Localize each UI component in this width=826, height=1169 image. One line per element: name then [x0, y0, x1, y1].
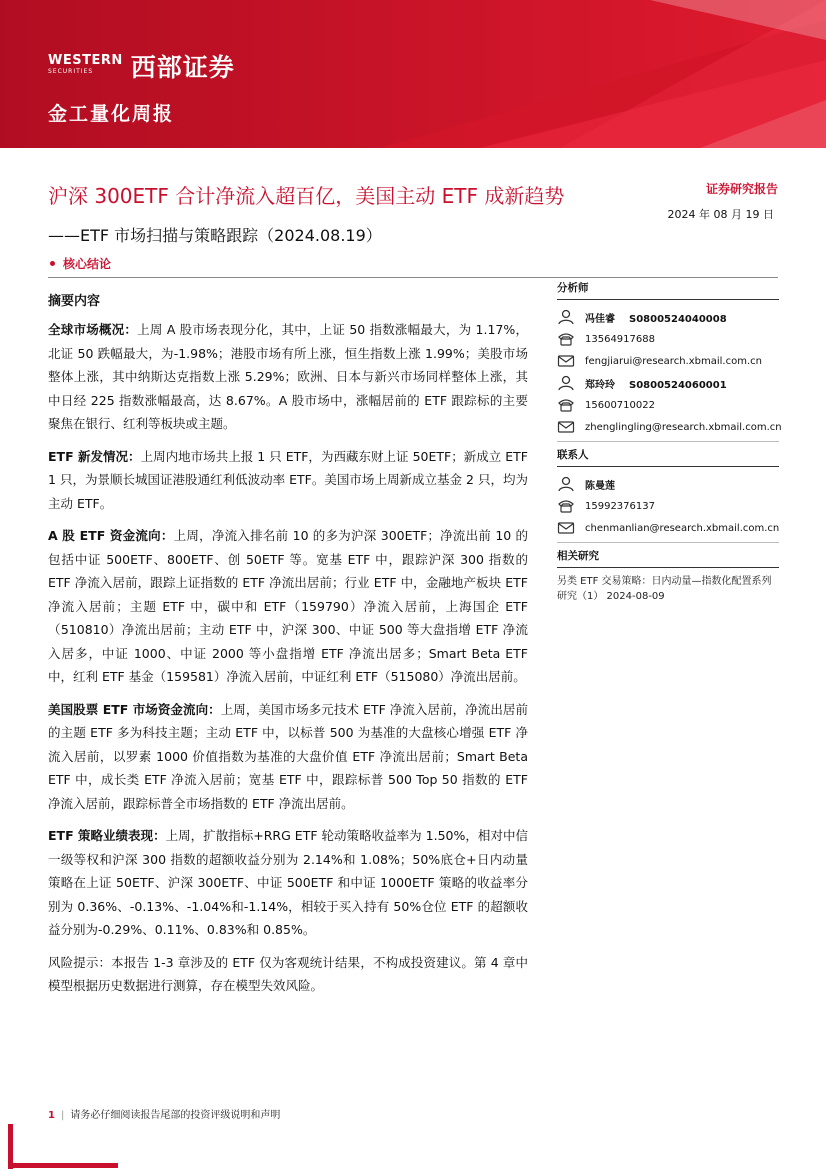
- paragraph-risk: 风险提示：本报告 1-3 章涉及的 ETF 仅为客观统计结果，不构成投资建议。第 4 章中模型根据历史数据进行测算，存在模型失效风险。: [48, 954, 528, 993]
- logo-chinese: 西部证券: [130, 53, 235, 82]
- bullet-dot: [50, 261, 55, 266]
- divider: [557, 542, 779, 543]
- core-conclusion-heading: 核心结论: [48, 255, 778, 278]
- related-research-item[interactable]: 另类 ETF 交易策略：日内动量—指数化配置系列研究（1） 2024-08-09: [557, 576, 772, 602]
- phone-icon: [557, 498, 575, 514]
- analyst-1-name: 冯佳睿: [585, 313, 615, 325]
- contact-email-row[interactable]: [557, 517, 779, 539]
- contact-name: 陈曼莲: [585, 480, 615, 492]
- related-research-heading: 相关研究: [557, 548, 779, 568]
- footer-separator: |: [60, 1110, 65, 1121]
- analyst-1-cert: S0800524040008: [629, 313, 727, 325]
- paragraph-us-flows: 美国股票 ETF 市场资金流向：上周，美国市场多元技术 ETF 净流入居前，净流出居前的主题 ETF 多为科技主题；主动 ETF 中，以标普 500 为基准的大盘核心增强 ETF 净流入居前，以罗素 1000 价值指数为基准的大盘价值 ETF 净流出居前；Smart Beta ETF 中，成长类 ETF 净流入居前；宽基 ETF 中，跟踪标普 500 Top 50 指数的 ETF 净流入居前，跟踪标普全市场指数的 ETF 净流出居前。: [48, 701, 528, 811]
- contact-name-row: [557, 473, 779, 495]
- analyst-heading: 分析师: [557, 280, 779, 300]
- report-date: 2024 年 08 月 19 日: [667, 208, 774, 221]
- email-icon: [557, 419, 575, 435]
- analyst-2-email[interactable]: zhenglingling@research.xbmail.com.cn: [585, 421, 782, 433]
- person-icon: [557, 476, 575, 492]
- analyst-1-phone: 13564917688: [585, 333, 655, 345]
- analyst-2-phone: 15600710022: [585, 399, 655, 411]
- paragraph-global-market: 全球市场概况：上周 A 股市场表现分化，其中，上证 50 指数涨幅最大，为 1.17%，北证 50 跌幅最大，为-1.98%；港股市场有所上涨，恒生指数上涨 1.99%；美股市场整体上涨，其中纳斯达克指数上涨 5.29%；欧洲、日本与新兴市场同样整体上涨，其中日经 225 指数涨幅最高，达 8.67%。A 股市场中，涨幅居前的 ETF 跟踪标的主要聚焦在银行、红利等板块或主题。: [48, 322, 528, 431]
- report-type-label: 证券研究报告: [705, 182, 778, 196]
- header-banner: [0, 0, 826, 148]
- analyst-1-name-row: [557, 306, 779, 328]
- page-number: 1: [48, 1110, 55, 1121]
- phone-icon: [557, 331, 575, 347]
- analyst-2-cert: S0800524060001: [629, 379, 727, 391]
- paragraph-strategy: ETF 策略业绩表现：上周，扩散指标+RRG ETF 轮动策略收益率为 1.50%，相对中信一级等权和沪深 300 指数的超额收益分别为 2.14%和 1.08%；50%底仓+日内动量策略在上证 50ETF、沪深 300ETF、中证 500ETF 和中证 1000ETF 策略的收益率分别为 0.36%、-0.13%、-1.04%和-1.14%，相较于买入持有 50%仓位 ETF 的超额收益分别为-0.29%、0.11%、0.83%和 0.85%。: [48, 828, 528, 937]
- summary-content: [48, 318, 528, 1007]
- phone-icon: [557, 397, 575, 413]
- contact-phone-row: [557, 495, 779, 517]
- paragraph-a-share-flows: A 股 ETF 资金流向：上周，净流入排名前 10 的多为沪深 300ETF；净流出前 10 的包括中证 500ETF、800ETF、创 50ETF 等。宽基 ETF 中，跟踪沪深 300 指数的 ETF 净流入居前，跟踪上证指数的 ETF 净流出居前；行业 ETF 中，金融地产板块 ETF 净流入居前；主题 ETF 中，碳中和 ETF（159790）净流入居前，上海国企 ETF（510810）净流出居前；主动 ETF 中，沪深 300、中证 500 等大盘指增 ETF 净流入居多，中证 1000、中证 2000 等小盘指增 ETF 净流出居多；Smart Beta ETF 中，红利 ETF 基金（159581）净流入居前，中证红利 ETF（515080）净流出居前。: [48, 528, 528, 684]
- summary-heading: 摘要内容: [48, 294, 101, 309]
- analyst-1-phone-row: [557, 328, 779, 350]
- email-icon: [557, 353, 575, 369]
- contact-heading: 联系人: [557, 447, 779, 467]
- logo-english: WESTERN SECURITIES: [48, 53, 123, 75]
- paragraph-new-etf: ETF 新发情况：上周内地市场共上报 1 只 ETF，为西藏东财上证 50ETF；新成立 ETF 1 只，为景顺长城国证港股通红利低波动率 ETF。美国市场上周新成立基金 2 只，均为主动 ETF。: [48, 448, 528, 511]
- analyst-2-phone-row: [557, 394, 779, 416]
- person-icon: [557, 309, 575, 325]
- sidebar: [557, 280, 782, 604]
- analyst-1-email-row[interactable]: [557, 350, 779, 372]
- divider: [557, 441, 779, 442]
- contact-email[interactable]: chenmanlian@research.xbmail.com.cn: [585, 522, 780, 534]
- analyst-2-name-row: [557, 372, 779, 394]
- analyst-2-email-row[interactable]: [557, 416, 782, 438]
- email-icon: [557, 520, 575, 536]
- analyst-2-name: 郑玲玲: [585, 379, 615, 391]
- contact-phone: 15992376137: [585, 500, 655, 512]
- footer-disclaimer: 请务必仔细阅读报告尾部的投资评级说明和声明: [70, 1110, 281, 1121]
- company-logo: [48, 48, 235, 84]
- report-main-title: 沪深 300ETF 合计净流入超百亿，美国主动 ETF 成新趋势: [48, 184, 565, 208]
- corner-decoration-bottom: [8, 1163, 118, 1168]
- report-subtitle: ——ETF 市场扫描与策略跟踪（2024.08.19）: [48, 226, 382, 245]
- page-footer: [48, 1106, 280, 1121]
- series-title: 金工量化周报: [48, 103, 175, 125]
- analyst-1-email[interactable]: fengjiarui@research.xbmail.com.cn: [585, 355, 762, 367]
- person-icon: [557, 375, 575, 391]
